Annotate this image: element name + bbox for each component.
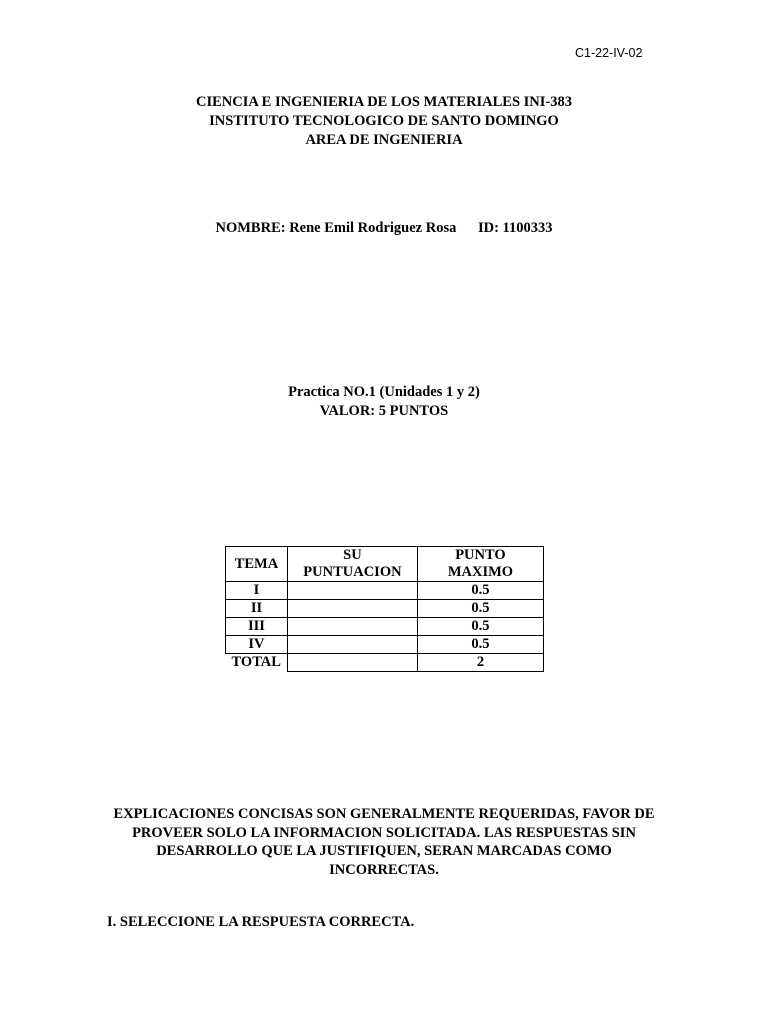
department-name: AREA DE INGENIERIA <box>305 132 463 148</box>
table-row <box>226 618 544 636</box>
row-score <box>287 582 417 600</box>
id-label: ID: <box>477 220 499 236</box>
instructions <box>100 805 668 879</box>
practice-info <box>0 383 768 421</box>
row-tema: I <box>226 582 288 600</box>
total-label: TOTAL <box>226 654 288 672</box>
row-max: 0.5 <box>417 618 543 636</box>
row-max: 0.5 <box>417 600 543 618</box>
row-score <box>287 636 417 654</box>
instructions-line: PROVEER SOLO LA INFORMACION SOLICITADA. LAS RESPUESTAS SIN <box>132 824 636 841</box>
header-su-puntuacion: SU PUNTUACION <box>287 547 417 582</box>
header-tema: TEMA <box>226 547 288 582</box>
student-info <box>0 219 768 238</box>
row-max: 0.5 <box>417 582 543 600</box>
row-score <box>287 600 417 618</box>
practice-value: VALOR: 5 PUNTOS <box>319 403 449 419</box>
header-punto-maximo: PUNTO MAXIMO <box>417 547 543 582</box>
document-code: C1-22-IV-02 <box>575 46 643 60</box>
table-row <box>226 582 544 600</box>
table-total-row <box>226 654 544 672</box>
row-max: 0.5 <box>417 636 543 654</box>
name-label: NOMBRE: <box>215 220 286 236</box>
row-score <box>287 618 417 636</box>
student-id: 1100333 <box>502 220 553 236</box>
instructions-line: EXPLICACIONES CONCISAS SON GENERALMENTE REQUERIDAS, FAVOR DE <box>113 806 655 822</box>
document-header <box>0 93 768 150</box>
table-header-row <box>226 547 544 582</box>
instructions-line: DESARROLLO QUE LA JUSTIFIQUEN, SERAN MARCADAS COMO INCORRECTAS. <box>156 843 612 878</box>
student-name: Rene Emil Rodriguez Rosa <box>289 220 457 236</box>
section-title: I. SELECCIONE LA RESPUESTA CORRECTA. <box>107 914 415 930</box>
total-max: 2 <box>417 654 543 672</box>
table-row <box>226 636 544 654</box>
institute-name: INSTITUTO TECNOLOGICO DE SANTO DOMINGO <box>209 113 559 129</box>
score-table <box>225 546 544 672</box>
practice-title: Practica NO.1 (Unidades 1 y 2) <box>288 384 480 400</box>
row-tema: II <box>226 600 288 618</box>
total-score <box>287 654 417 672</box>
row-tema: III <box>226 618 288 636</box>
course-title: CIENCIA E INGENIERIA DE LOS MATERIALES INI-383 <box>195 94 572 110</box>
table-row <box>226 600 544 618</box>
row-tema: IV <box>226 636 288 654</box>
